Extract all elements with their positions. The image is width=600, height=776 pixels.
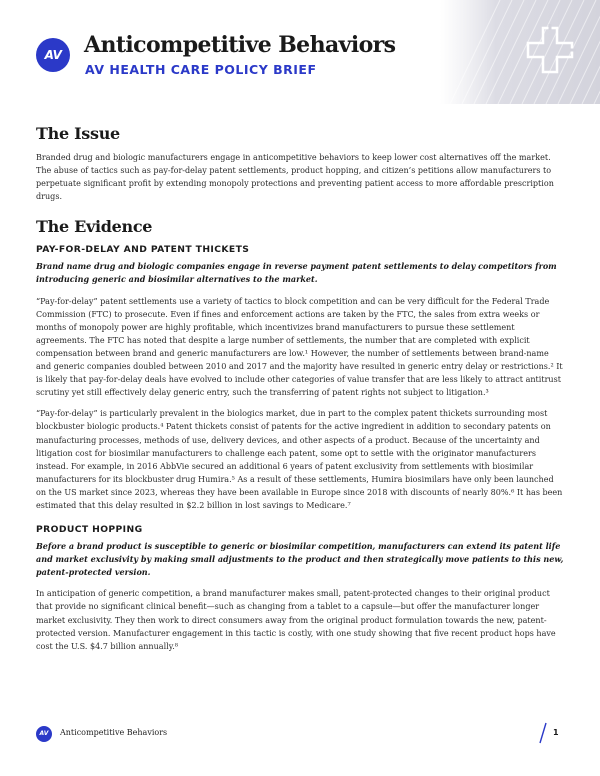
footer-logo-text: AV	[39, 730, 49, 737]
page-title: Anticompetitive Behaviors	[84, 32, 396, 58]
evidence-heading: The Evidence	[36, 217, 153, 237]
page-subtitle: AV HEALTH CARE POLICY BRIEF	[85, 62, 317, 77]
pay-for-delay-lead: Brand name drug and biologic companies engage in reverse payment patent settlements to delay competitors from introducing generic and biosimilar alternatives to the market.	[36, 261, 557, 285]
issue-heading: The Issue	[36, 124, 120, 143]
av-logo-text: AV	[44, 48, 62, 62]
product-hopping-paragraph-1: In anticipation of generic competition, a brand manufacturer makes small, patent-protected changes to their original product that provide no significant clinical benefit—such as changing from a tablet to a capsule—but offer the manufacturer longer market exclusivity. They then work to direct consumers away from the original product formulation towards the new, patent-protected version. Manufacturer engagement in this tactic is costly, with one study showing that five recent product hops have cost the U.S. $4.7 billion annually.⁸	[36, 589, 556, 651]
product-hopping-lead: Before a brand product is susceptible to generic or biosimilar competition, manufacturers can extend its patent life and market exclusivity by making small adjustments to the product and then strategically move patients to this new, patent-protected version.	[36, 541, 564, 578]
av-logo	[36, 38, 70, 72]
header-band	[0, 0, 600, 104]
page-number: 1	[553, 728, 559, 737]
medical-cross-icon	[524, 24, 576, 76]
product-hopping-heading: PRODUCT HOPPING	[36, 524, 143, 536]
pay-for-delay-paragraph-2: “Pay-for-delay” is particularly prevalent in the biologics market, due in part to the complex patent thickets surrounding most blockbuster biologic products.⁴ Patent thickets consist of patents for the active ingredient in addition to secondary patents on manufacturing processes, methods of use, delivery devices, and other aspects of a product. Because of the uncertainty and litigation cost for biosimilar manufacturers to challenge each patent, some opt to settle with the originator manufacturers instead. For example, in 2016 AbbVie secured an additional 6 years of patent exclusivity from settlements with biosimilar manufacturers for its blockbuster drug Humira.⁵ As a result of these settlements, Humira biosimilars have only been launched on the US market since 2023, whereas they have been available in Europe since 2018 with discounts of nearly 80%.⁶ It has been estimated that this delay resulted in $2.2 billion in lost savings to Medicare.⁷	[36, 409, 563, 510]
page-footer	[0, 718, 600, 758]
pay-for-delay-heading: PAY-FOR-DELAY AND PATENT THICKETS	[36, 244, 250, 256]
slash-divider-icon	[538, 722, 548, 744]
footer-av-logo	[36, 726, 52, 742]
pay-for-delay-paragraph-1: “Pay-for-delay” patent settlements use a variety of tactics to block competition and can be very difficult for the Federal Trade Commission (FTC) to prosecute. Even if fines and enforcement actions are taken by the FTC, the sales from extra weeks or months of monopoly power are highly profitable, which incentivizes brand manufacturers to pursue these settlement agreements. The FTC has noted that despite a large number of settlements, the number that are completed with explicit compensation between brand and generic manufacturers are low.¹ However, the number of settlements between brand-name and generic companies doubled between 2010 and 2017 and the majority have resulted in generic entry delay or restrictions.² It is likely that pay-for-delay deals have evolved to include other categories of value transfer that are less likely to attract antitrust scrutiny yet still effectively delay generic entry, such the transferring of patent rights not subject to litigation.³	[36, 296, 563, 398]
header-stripes	[440, 0, 600, 104]
footer-title: Anticompetitive Behaviors	[60, 728, 168, 737]
issue-body: Branded drug and biologic manufacturers engage in anticompetitive behaviors to keep lower cost alternatives off the market. The abuse of tactics such as pay-for-delay patent settlements, product hopping, and citizen’s petitions allow manufacturers to perpetuate significant profit by extending monopoly protections and preventing patient access to more affordable prescription drugs.	[36, 153, 554, 202]
main-content	[36, 124, 566, 661]
